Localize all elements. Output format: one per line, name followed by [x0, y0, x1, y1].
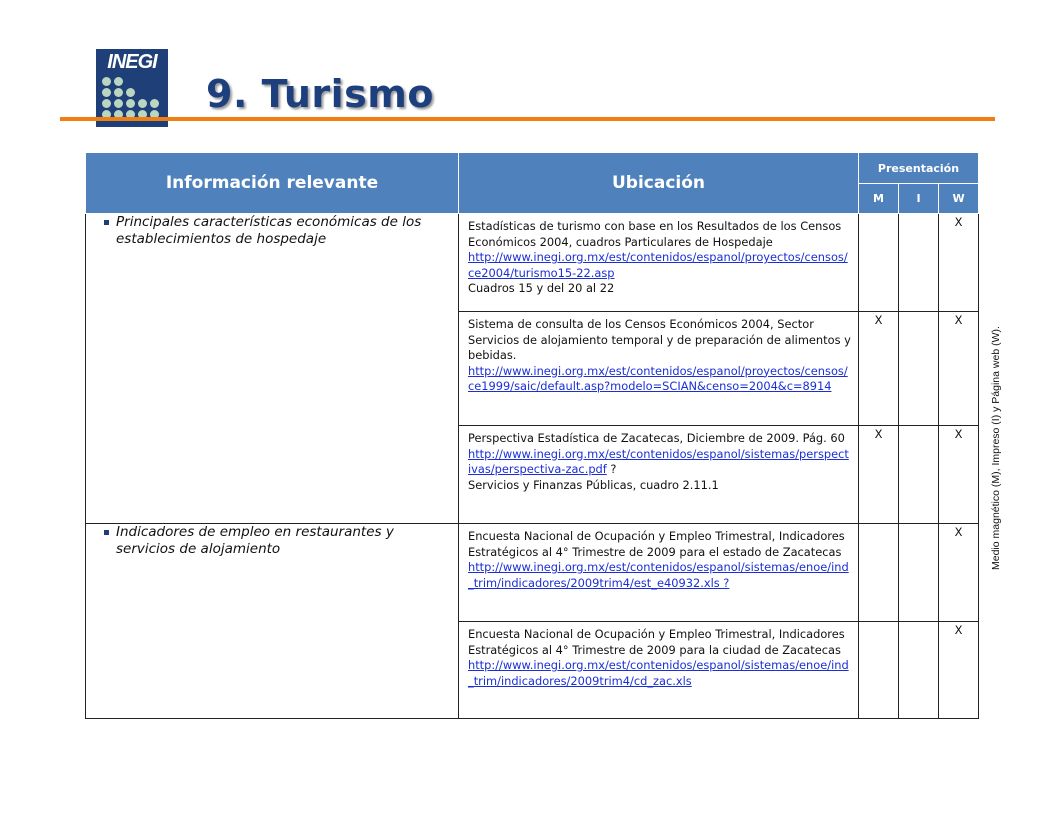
source-link[interactable]: http://www.inegi.org.mx/est/contenidos/espanol/proyectos/censos/ce2004/turismo15-22.asp: [468, 250, 848, 280]
info-item: Principales características económicas de los establecimientos de hospedaje: [104, 214, 440, 248]
location-cell: Sistema de consulta de los Censos Económicos 2004, Sector Servicios de alojamiento temporal y de preparación de alimentos y bebidas. http://www.inegi.org.mx/est/contenidos/espanol/proyectos/censos/ce1999/saic/default.asp?modelo=SCIAN&censo=2004&c=8914: [459, 312, 859, 426]
col-header-w: W: [939, 184, 979, 214]
inegi-logo: [96, 49, 168, 127]
location-cell: Encuesta Nacional de Ocupación y Empleo Trimestral, Indicadores Estratégicos al 4° Trimestre de 2009 para la ciudad de Zacatecas http://www.inegi.org.mx/est/contenidos/espanol/sistemas/enoe/ind_trim/indicadores/2009trim4/cd_zac.xls: [459, 622, 859, 719]
mark-m: [859, 524, 899, 622]
mark-m: [859, 214, 899, 312]
col-header-i: I: [899, 184, 939, 214]
location-cell: Estadísticas de turismo con base en los Resultados de los Censos Económicos 2004, cuadros Particulares de Hospedaje http://www.inegi.org.mx/est/contenidos/espanol/proyectos/censos/ce2004/turismo15-22.asp Cuadros 15 y del 20 al 22: [459, 214, 859, 312]
col-header-info: Información relevante: [86, 153, 459, 214]
info-item: Indicadores de empleo en restaurantes y servicios de alojamiento: [104, 524, 440, 558]
mark-w: X: [939, 622, 979, 719]
bullet-icon: [104, 530, 109, 535]
source-link[interactable]: http://www.inegi.org.mx/est/contenidos/espanol/sistemas/enoe/ind_trim/indicadores/2009trim4/cd_zac.xls: [468, 658, 849, 688]
mark-m: [859, 622, 899, 719]
table-row: [86, 214, 979, 312]
mark-i: [899, 524, 939, 622]
page-title: 9. Turismo: [206, 72, 434, 116]
info-cell: [86, 214, 459, 524]
location-cell: Encuesta Nacional de Ocupación y Empleo Trimestral, Indicadores Estratégicos al 4° Trimestre de 2009 para el estado de Zacatecas http://www.inegi.org.mx/est/contenidos/espanol/sistemas/enoe/ind_trim/indicadores/2009trim4/est_e40932.xls ?: [459, 524, 859, 622]
data-table: [85, 152, 979, 719]
bullet-icon: [104, 220, 109, 225]
source-link[interactable]: http://www.inegi.org.mx/est/contenidos/espanol/sistemas/perspectivas/perspectiva-zac.pdf: [468, 446, 849, 476]
mark-i: [899, 426, 939, 524]
location-cell: Perspectiva Estadística de Zacatecas, Diciembre de 2009. Pág. 60 http://www.inegi.org.mx/est/contenidos/espanol/sistemas/perspectivas/perspectiva-zac.pdf ? Servicios y Finanzas Públicas, cuadro 2.11.1: [459, 426, 859, 524]
mark-m: X: [859, 426, 899, 524]
logo-text: INEGI: [107, 51, 157, 73]
mark-i: [899, 214, 939, 312]
mark-w: X: [939, 214, 979, 312]
col-header-presentation: Presentación: [859, 153, 979, 184]
mark-w: X: [939, 524, 979, 622]
mark-m: X: [859, 312, 899, 426]
presentation-legend: Medio magnético (M), Impreso (I) y Página web (W).: [990, 326, 1002, 570]
mark-i: [899, 312, 939, 426]
info-cell: [86, 524, 459, 719]
source-link[interactable]: http://www.inegi.org.mx/est/contenidos/espanol/sistemas/enoe/ind_trim/indicadores/2009trim4/est_e40932.xls ?: [468, 560, 849, 590]
mark-w: X: [939, 426, 979, 524]
col-header-m: M: [859, 184, 899, 214]
table-row: [86, 524, 979, 622]
source-link[interactable]: http://www.inegi.org.mx/est/contenidos/espanol/proyectos/censos/ce1999/saic/default.asp?modelo=SCIAN&censo=2004&c=8914: [468, 363, 848, 393]
title-divider: [60, 117, 995, 121]
col-header-location: Ubicación: [459, 153, 859, 214]
mark-i: [899, 622, 939, 719]
mark-w: X: [939, 312, 979, 426]
